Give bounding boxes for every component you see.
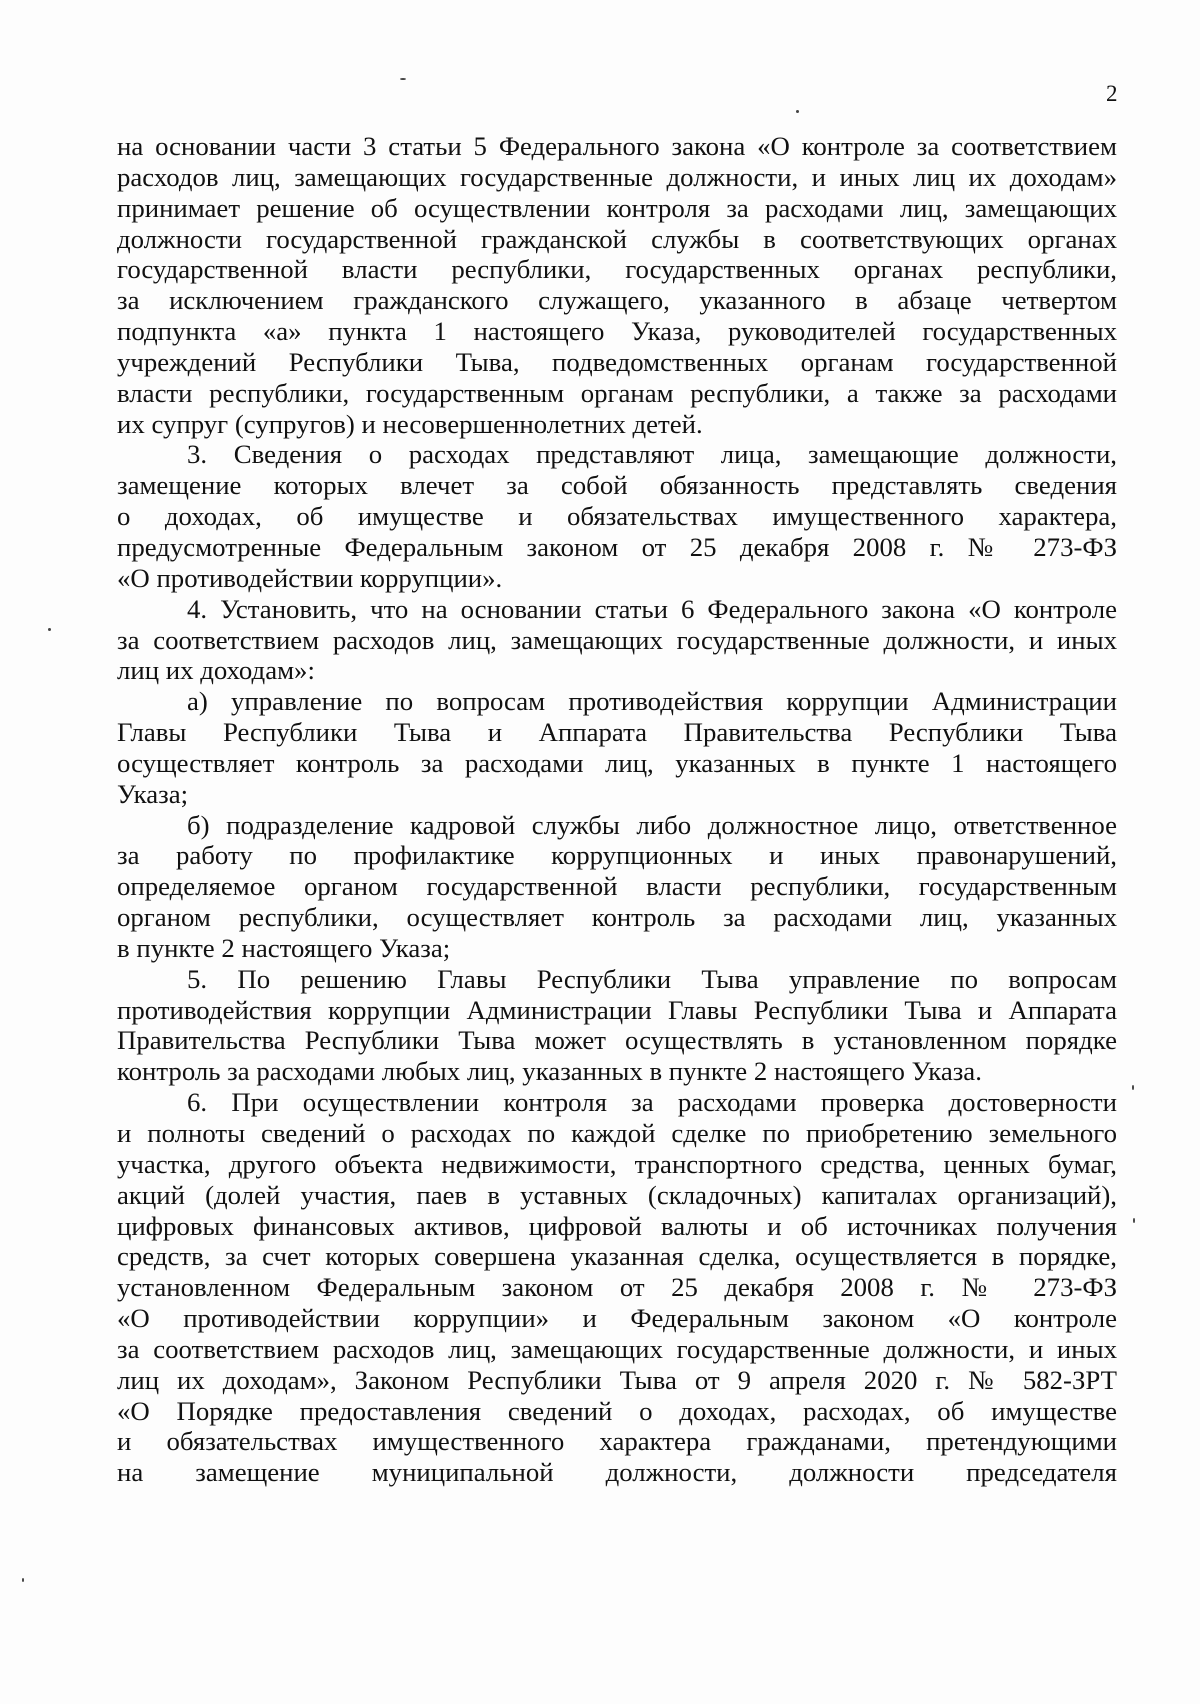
text-line: предусмотренные Федеральным законом от 25 декабря 2008 г. № 273-ФЗ: [117, 531, 1117, 562]
text-line: и обязательствах имущественного характера гражданами, претендующими: [117, 1426, 1117, 1457]
text-line: «О противодействии коррупции».: [117, 562, 503, 593]
scan-speck: [796, 110, 799, 113]
text-line: б) подразделение кадровой службы либо должностное лицо, ответственное: [187, 809, 1117, 840]
text-line: Главы Республики Тыва и Аппарата Правительства Республики Тыва: [117, 717, 1117, 748]
text-line: лиц их доходам»:: [117, 655, 315, 686]
text-line: власти республики, государственным органам республики, а также за расходами: [117, 377, 1117, 408]
text-line: а) управление по вопросам противодействия коррупции Администрации: [187, 686, 1117, 717]
text-line: 3. Сведения о расходах представляют лица, замещающие должности,: [187, 439, 1117, 470]
text-line: 5. По решению Главы Республики Тыва управление по вопросам: [187, 963, 1117, 994]
text-line: средств, за счет которых совершена указанная сделка, осуществляется в порядке,: [117, 1241, 1117, 1272]
document-body: [117, 131, 1117, 1488]
text-line: должности государственной гражданской службы в соответствующих органах: [117, 223, 1117, 254]
page-number: 2: [1106, 81, 1118, 106]
text-line: противодействия коррупции Администрации Главы Республики Тыва и Аппарата: [117, 994, 1117, 1025]
text-line: «О противодействии коррупции» и Федеральным законом «О контроле: [117, 1303, 1117, 1334]
text-line: 6. При осуществлении контроля за расходами проверка достоверности: [187, 1087, 1117, 1118]
text-line: государственной власти республики, государственных органах республики,: [117, 254, 1117, 285]
text-line: в пункте 2 настоящего Указа;: [117, 932, 451, 963]
text-line: и полноты сведений о расходах по каждой сделке по приобретению земельного: [117, 1118, 1117, 1148]
scan-speck: [22, 1578, 24, 1582]
paragraph-item-6: [117, 1087, 1117, 1488]
paragraph-item-3: [117, 439, 1117, 593]
text-line: 4. Установить, что на основании статьи 6 Федерального закона «О контроле: [187, 593, 1117, 624]
text-line: о доходах, об имуществе и обязательствах имущественного характера,: [117, 501, 1117, 532]
scan-speck: [400, 78, 406, 80]
scan-speck: [1132, 1085, 1134, 1090]
text-line: за работу по профилактике коррупционных и иных правонарушений,: [117, 840, 1117, 871]
paragraph-item-4: [117, 594, 1117, 687]
paragraph-item-4a: [117, 686, 1117, 809]
text-line: акций (долей участия, паев в уставных (складочных) капиталах организаций),: [117, 1179, 1117, 1210]
text-line: за соответствием расходов лиц, замещающих государственные должности, и иных: [117, 624, 1117, 655]
text-line: подпункта «а» пункта 1 настоящего Указа, руководителей государственных: [117, 316, 1117, 347]
text-line: на основании части 3 статьи 5 Федерального закона «О контроле за соответствием: [117, 131, 1117, 161]
text-line: Указа;: [117, 778, 189, 809]
scan-speck: [1133, 1218, 1135, 1223]
text-line: за соответствием расходов лиц, замещающих государственные должности, и иных: [117, 1333, 1117, 1364]
text-line: Правительства Республики Тыва может осуществлять в установленном порядке: [117, 1025, 1117, 1056]
text-line: осуществляет контроль за расходами лиц, указанных в пункте 1 настоящего: [117, 747, 1117, 778]
text-line: за исключением гражданского служащего, указанного в абзаце четвертом: [117, 285, 1117, 316]
paragraph-item-5: [117, 964, 1117, 1087]
text-line: «О Порядке предоставления сведений о доходах, расходах, об имуществе: [117, 1395, 1117, 1426]
text-line: расходов лиц, замещающих государственные должности, и иных лиц их доходам»: [117, 161, 1117, 192]
paragraph-item-4b: [117, 810, 1117, 964]
text-line: на замещение муниципальной должности, должности председателя: [117, 1457, 1117, 1488]
text-line: органом республики, осуществляет контроль за расходами лиц, указанных: [117, 902, 1117, 933]
text-line: цифровых финансовых активов, цифровой валюты и об источниках получения: [117, 1210, 1117, 1241]
text-line: учреждений Республики Тыва, подведомственных органам государственной: [117, 346, 1117, 377]
text-line: установленном Федеральным законом от 25 декабря 2008 г. № 273-ФЗ: [117, 1272, 1117, 1303]
text-line: определяемое органом государственной власти республики, государственным: [117, 871, 1117, 902]
text-line: контроль за расходами любых лиц, указанных в пункте 2 настоящего Указа.: [117, 1056, 982, 1087]
paragraph-continuation: [117, 131, 1117, 439]
text-line: замещение которых влечет за собой обязанность представлять сведения: [117, 470, 1117, 501]
text-line: лиц их доходам», Законом Республики Тыва от 9 апреля 2020 г. № 582-ЗРТ: [117, 1364, 1117, 1395]
scan-speck: [48, 628, 51, 631]
text-line: принимает решение об осуществлении контроля за расходами лиц, замещающих: [117, 192, 1117, 223]
text-line: их супруг (супругов) и несовершеннолетних детей.: [117, 408, 703, 439]
text-line: участка, другого объекта недвижимости, транспортного средства, ценных бумаг,: [117, 1148, 1117, 1179]
